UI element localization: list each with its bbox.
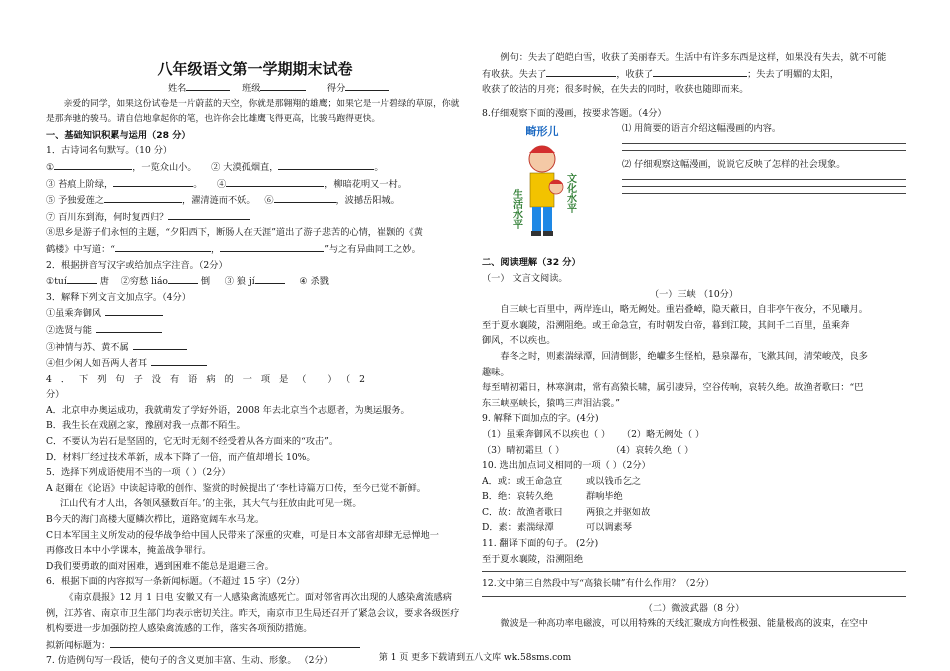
- cartoon-right-label: 文化水平: [564, 173, 576, 214]
- q1-item-8-post: ”与之有异曲同工之妙。: [324, 243, 421, 255]
- q2-item-1-end: 唐: [99, 276, 109, 288]
- q12-text: 12.文中第三自然段中写“高猿长啸”有什么作用？（2分）: [482, 578, 714, 590]
- answer-blank[interactable]: [220, 241, 324, 252]
- answer-blank[interactable]: [653, 66, 747, 77]
- q7-example-line-3: 收获了皎洁的月亮；很多时候，在失去的同时，收获也随即而来。: [482, 84, 749, 96]
- q5-option-a[interactable]: A 赵爾在《论语》中读起诗歌的创作、鉴赏的时候提出了‘李杜诗篇万口传，至今已觉不新鲜。: [46, 482, 426, 494]
- q5-option-d[interactable]: D我们要勇敢的面对困难，遇到困难不能总是退避三舍。: [46, 560, 274, 572]
- q1-item-8-mid: ，: [211, 243, 221, 255]
- passage-2-title: （二）微波武器（8 分）: [643, 602, 745, 614]
- q7-text: 7. 仿造例句写一段话，使句子的含义更加丰富、生动、形象。 （2分）: [46, 655, 333, 667]
- answer-blank[interactable]: [226, 176, 324, 187]
- passage-1-title: （一）三峡 （10分）: [649, 288, 739, 300]
- q7-part-3: ；失去了明媚的太阳，: [747, 68, 839, 80]
- q1-line-2: [46, 176, 464, 193]
- q11-text: 11. 翻译下面的句子。 (2分): [482, 538, 599, 550]
- student-info: [46, 80, 464, 97]
- passage-line: 自三峡七百里中，两岸连山，略无阙处。重岩叠嶂，隐天蔽日，自非亭午夜分，不见曦月。: [500, 304, 868, 316]
- q7-part-2: ，收获了: [616, 68, 654, 80]
- q1-item-1-text: ，一览众山小。: [132, 161, 197, 173]
- q10-c-1: C．故：故渔者歌曰: [482, 506, 563, 518]
- q1-item-5-end: ，濯清涟而不妖。: [182, 195, 256, 207]
- answer-blank[interactable]: [104, 192, 182, 203]
- right-leg: [543, 207, 552, 233]
- q9-item-4[interactable]: （4）哀转久绝（ ）: [611, 444, 694, 456]
- q10-b-1: B．绝：哀转久绝: [482, 491, 554, 503]
- q4-option-b[interactable]: B．我生长在戏剧之家，豫剧对我一点都不陌生。: [46, 420, 246, 432]
- right-shoe: [543, 231, 553, 236]
- q10-c-2: 两狼之并驱如故: [586, 506, 651, 518]
- q1-item-6-num: ⑥: [264, 195, 274, 207]
- answer-blank[interactable]: [96, 322, 162, 333]
- q9-item-3[interactable]: （3）晴初霜旦（ ）: [482, 444, 565, 456]
- q4-option-a[interactable]: A．北京申办奥运成功，我就萌发了学好外语，2008 年去北京当个志愿者，为奥运服务。: [46, 404, 410, 416]
- q1-line-1: [46, 159, 464, 176]
- q10-d-1: D．素：素湍绿潭: [482, 522, 554, 534]
- q3-item-1: [46, 305, 464, 322]
- passage-line: 趣味。: [482, 366, 510, 378]
- name-blank[interactable]: [186, 80, 230, 91]
- q5-option-c-cont: 再修改日本中小学课本，掩盖战争罪行。: [46, 545, 212, 557]
- q3-item-4-text: ④但少闲人如吾两人者耳: [46, 358, 148, 370]
- q9-item-1[interactable]: （1）虽乘奔御风不以疾也（ ）: [482, 428, 611, 440]
- q1-item-1-num: ①: [46, 161, 55, 173]
- q2-item-3: ③ 狼 jí: [224, 276, 255, 288]
- answer-blank[interactable]: [105, 305, 163, 316]
- q9-item-2[interactable]: （2）略无阙处（ ）: [621, 428, 705, 440]
- q1-line-8b: [46, 241, 464, 258]
- q2-items: [46, 273, 464, 290]
- answer-line[interactable]: [622, 193, 906, 194]
- answer-blank[interactable]: [278, 159, 374, 170]
- q3-text: 3．解释下列文言文加点字。（4分）: [46, 291, 191, 303]
- q1-item-5-text: ⑤ 予独爱莲之: [46, 195, 105, 207]
- answer-blank[interactable]: [168, 209, 250, 220]
- q4-option-d[interactable]: D．材料厂经过技术革新，成本下降了一倍，而产值却增长 10%。: [46, 451, 316, 463]
- q10-d-2: 可以调素琴: [586, 522, 632, 534]
- q8-questions: [622, 121, 906, 199]
- passage-line: 御风，不以疾也。: [482, 335, 556, 347]
- q8-text: 8.仔细观察下面的漫画，按要求答题。（4分）: [482, 107, 667, 119]
- score-blank[interactable]: [345, 80, 389, 91]
- passage-line: 至于夏水襄陵，沿溯阻绝。或王命急宣，有时朝发白帝，暮到江陵，其间千二百里，虽乘奔: [482, 319, 850, 331]
- answer-blank[interactable]: [133, 339, 187, 350]
- answer-blank[interactable]: [168, 273, 198, 284]
- q7-example-line-1: 例句：失去了皑皑白雪，收获了美丽春天。生活中有许多东西是这样，如果没有失去，就不可能: [500, 52, 887, 63]
- answer-line[interactable]: [622, 179, 906, 180]
- q10-option-c[interactable]: [482, 505, 906, 521]
- q4-text-cont: 分）: [46, 389, 65, 401]
- q10-option-b[interactable]: [482, 489, 906, 505]
- q3-item-2-text: ②选贤与能: [46, 324, 92, 336]
- answer-line[interactable]: [622, 186, 906, 187]
- q1-item-3-text: ③ 苔痕上阶绿，: [46, 178, 114, 190]
- q2-item-1: ①tuí: [46, 276, 67, 288]
- q1-item-2-text: ② 大漠孤烟直，: [211, 161, 279, 173]
- q6-label: 拟新闻标题为：: [46, 639, 111, 651]
- section-2-heading: 二、阅读理解（32 分）: [482, 257, 581, 269]
- q1-item-8-pre: 鹤楼》中写道：“: [46, 243, 116, 255]
- section-2-sub-1: （一） 文言文阅读。: [482, 272, 568, 284]
- answer-blank[interactable]: [546, 66, 616, 77]
- answer-line[interactable]: [622, 150, 906, 151]
- score-label: 得分: [326, 83, 346, 94]
- q3-item-2: [46, 322, 464, 339]
- answer-blank[interactable]: [255, 273, 285, 284]
- q2-text: 2．根据拼音写汉字或给加点字注音。（2分）: [46, 259, 228, 271]
- q1-item-4-text: ，柳暗花明又一村。: [324, 178, 407, 190]
- q11-sentence: 至于夏水襄陵，沿溯阻绝: [482, 553, 584, 565]
- q5-text: 5．选择下列成语使用不当的一项（ ）（2分）: [46, 467, 231, 479]
- answer-line[interactable]: [482, 571, 906, 572]
- exam-title: 八年级语文第一学期期末试卷: [157, 60, 353, 78]
- cartoon: [502, 123, 582, 243]
- q10-option-a[interactable]: [482, 474, 906, 490]
- q10-option-d[interactable]: [482, 520, 906, 536]
- q6-news-text: 《南京晨报》12 月 1 日电 安徽又有一人感染禽流感死亡。面对邻省再次出现的人感染禽流感病例，江苏省、南京市卫生部门均表示密切关注。昨天，南京市卫生局还召开了紧急会议，要求各级医疗机构要进一步加强防控人感染禽流感的工作，落实各项预防措施。: [46, 592, 460, 635]
- q5-option-b[interactable]: B今天的海门高楼大厦鳞次栉比，道路宽阔车水马龙。: [46, 514, 265, 526]
- q7-part-1: 有收获。失去了: [482, 68, 547, 80]
- q5-option-c[interactable]: C日本军国主义所发动的侵华战争给中国人民带来了深重的灾难，可是日本文部省却肆无忌惮地一: [46, 529, 439, 541]
- section-1-heading: 一、基础知识积累与运用（28 分）: [46, 129, 191, 141]
- q3-item-1-text: ①虽乘奔御风: [46, 308, 102, 320]
- answer-line[interactable]: [482, 596, 906, 597]
- q7-example-line-2: [482, 66, 906, 83]
- q1-text: 1．古诗词名句默写。（10 分）: [46, 145, 173, 157]
- q2-item-2-end: 倒: [200, 276, 211, 288]
- q10-text: 10. 选出加点词义相同的一项（ ）（2分）: [482, 460, 651, 472]
- q8-block: [482, 121, 906, 249]
- q1-line-4: [46, 209, 464, 226]
- q8-sub-1: ⑴ 用简要的语言介绍这幅漫画的内容。: [622, 123, 782, 135]
- q2-item-2: ②穷愁 liáo: [120, 276, 168, 288]
- q1-line-3: [46, 192, 464, 209]
- q1-item-8-text: ⑧思乡是游子们永恒的主题，“夕阳西下，断肠人在天涯”道出了游子悲苦的心情，崔颢的《黄: [46, 227, 423, 239]
- class-blank[interactable]: [260, 80, 306, 91]
- q3-item-3: [46, 339, 464, 356]
- passage-2-line: 微波是一种高功率电磁波，可以用特殊的天线汇聚成方向性极强、能量极高的波束，在空中: [500, 618, 868, 630]
- q1-item-4-num: ④: [217, 178, 227, 190]
- q5-option-a-cont: 江山代有才人出，各领风骚数百年。’的主张，其大气与狂放由此可见一斑。: [60, 498, 362, 510]
- q10-a-1: A．或：或王命急宣: [482, 475, 563, 487]
- q9-row-1: [482, 427, 906, 443]
- passage-line: 春冬之时，则素湍绿潭，回清倒影，绝巘多生怪柏，悬泉瀑布，飞漱其间，清荣峻茂，良多: [500, 350, 868, 362]
- q3-item-4: [46, 355, 464, 372]
- left-leg: [532, 207, 541, 233]
- page-footer: 第 1 页 更多下载请到五八文库 wk.58sms.com: [378, 653, 572, 663]
- right-column: [482, 50, 906, 632]
- q4-text: 4．下列句子没有语病的一项是（ ）（2: [46, 373, 375, 385]
- answer-blank[interactable]: [274, 192, 336, 203]
- q4-option-c[interactable]: C．不要认为岩石是坚固的，它无时无刻不经受着从各方面来的“攻击”。: [46, 436, 339, 448]
- answer-blank[interactable]: [54, 159, 132, 170]
- q10-b-2: 群响毕绝: [586, 491, 623, 503]
- name-label: 姓名: [168, 83, 187, 94]
- big-hair: [529, 146, 555, 153]
- left-shoe: [531, 231, 541, 236]
- q9-row-2: [482, 443, 906, 459]
- q9-text: 9. 解释下面加点的字。(4分): [482, 413, 599, 425]
- intro-text: 亲爱的同学，如果这份试卷是一片蔚蓝的天空，你就是那翱翔的雄鹰；如果它是一片碧绿的草原，你就是那奔驰的骏马。请自信地拿起你的笔，也许你会比雄鹰飞得更高，比骏马跑得更快。: [46, 98, 460, 125]
- passage-line: 每至晴初霜日，林寒涧肃，常有高猿长啸，属引凄异，空谷传响，哀转久绝。故渔者歌曰：“巴: [482, 382, 864, 394]
- q10-a-2: 或以钱币乞之: [586, 475, 642, 487]
- answer-blank[interactable]: [113, 176, 193, 187]
- q1-item-3-end: 。: [193, 178, 203, 190]
- q8-sub-2: ⑵ 仔细观察这幅漫画，说说它反映了怎样的社会现象。: [622, 158, 846, 170]
- answer-blank[interactable]: [115, 241, 211, 252]
- q3-item-3-text: ③神情与苏、黄不属: [46, 341, 129, 353]
- class-label: 班级: [242, 83, 261, 94]
- q1-item-6-text: ，波撼岳阳城。: [335, 195, 400, 207]
- q1-item-2-end: 。: [374, 161, 384, 173]
- answer-blank[interactable]: [151, 355, 207, 366]
- q1-item-7-text: ⑦ 百川东到海，何时复西归？: [46, 211, 169, 223]
- passage-line: 东三峡巫峡长，猿鸣三声泪沾裳。”: [482, 397, 620, 409]
- cartoon-illustration: [502, 123, 582, 245]
- answer-blank[interactable]: [110, 637, 360, 648]
- q6-text: 6．根据下面的内容拟写一条新闻标题。（不超过 15 字）（2分）: [46, 576, 305, 588]
- left-column: [46, 80, 464, 669]
- answer-line[interactable]: [622, 143, 906, 144]
- cartoon-left-label: 生活水平: [510, 189, 522, 230]
- cartoon-caption: 畸形儿: [525, 125, 559, 139]
- q2-item-4: ④ 杀戮: [299, 276, 329, 288]
- answer-blank[interactable]: [67, 273, 97, 284]
